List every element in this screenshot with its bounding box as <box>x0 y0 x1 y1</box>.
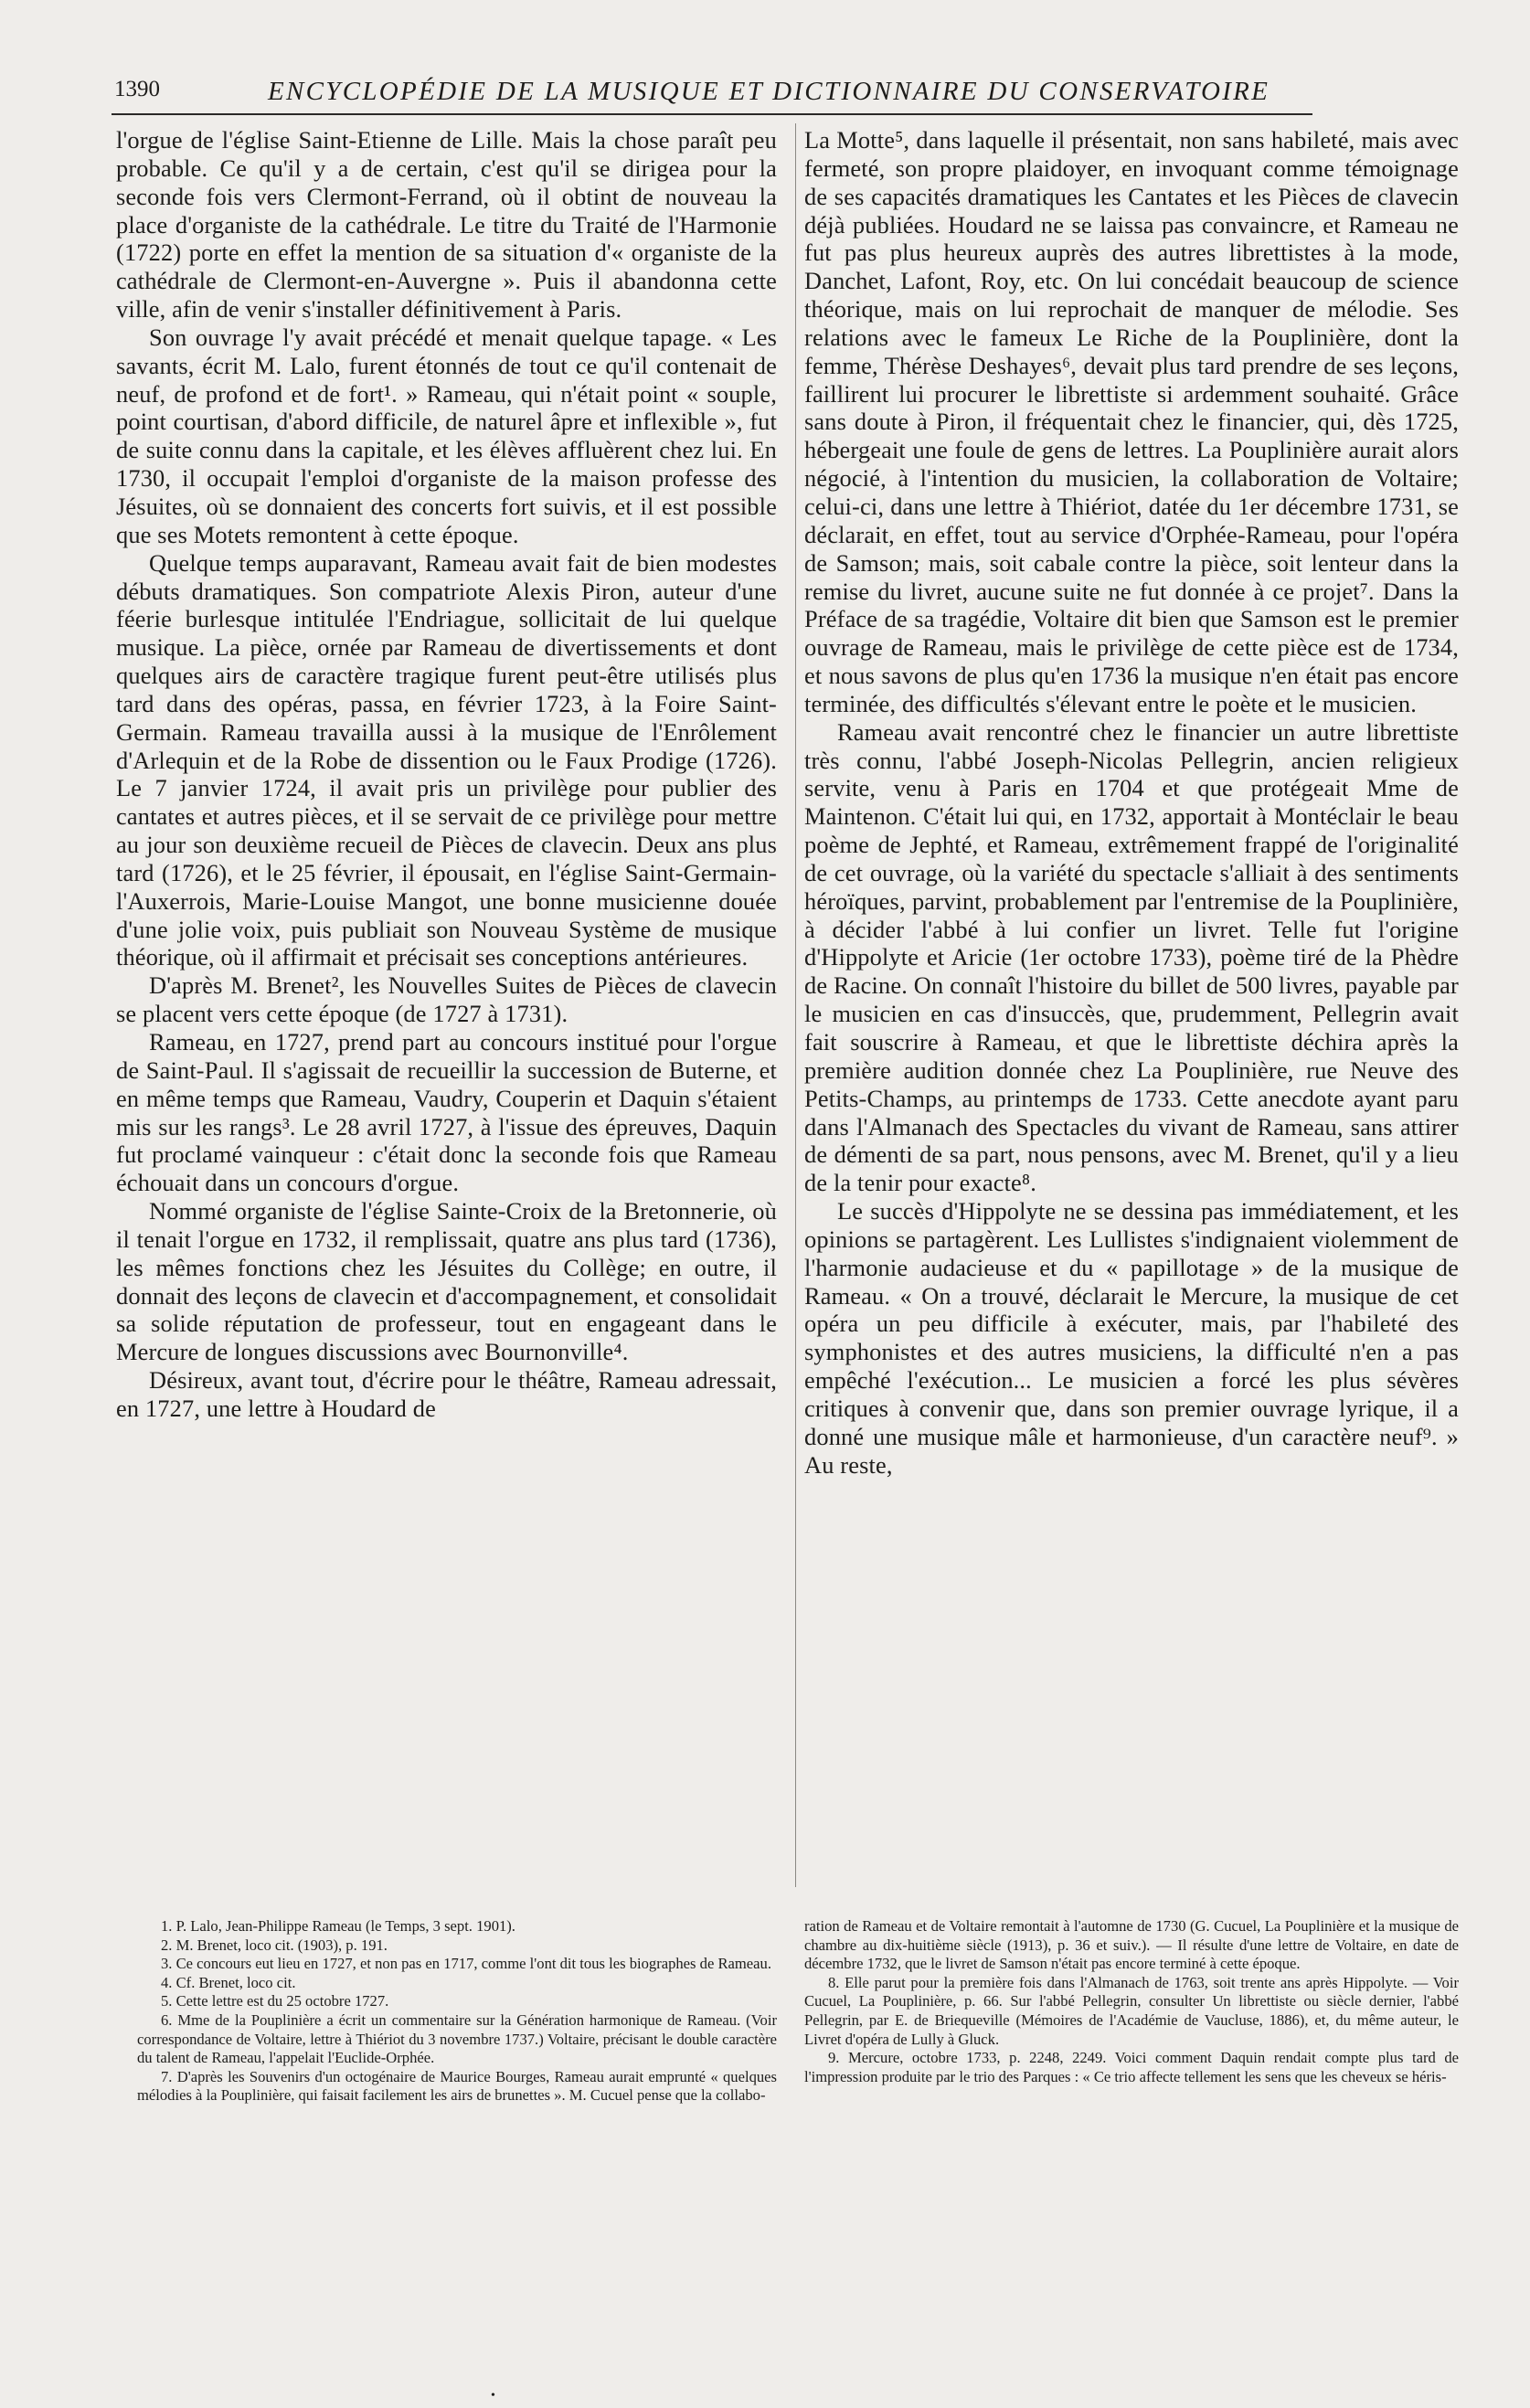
right-column <box>804 126 1459 1480</box>
paragraph: Son ouvrage l'y avait précédé et menait quelque tapage. « Les savants, écrit M. Lalo, furent étonnés de tout ce qu'il contenait de neuf, de profond et de fort¹. » Rameau, qui n'était point « souple, point courtisan, d'abord difficile, de naturel âpre et inflexible », fut de suite connu dans la capitale, et les élèves affluèrent chez lui. En 1730, il occupait l'emploi d'organiste de la maison professe des Jésuites, où se donnaient des concerts fort suivis, et il est possible que ses Motets remontent à cette époque. <box>116 323 777 548</box>
left-column <box>116 126 777 1423</box>
footnote: 9. Mercure, octobre 1733, p. 2248, 2249. Voici comment Daquin rendait compte plus tard de l'impression produite par le trio des Parques : « Ce trio affecte tellement les sens que les cheveux se héris- <box>804 2049 1459 2085</box>
right-footnotes <box>804 1917 1459 2086</box>
running-title: ENCYCLOPÉDIE DE LA MUSIQUE ET DICTIONNAIRE DU CONSERVATOIRE <box>268 77 1270 106</box>
footnote: 4. Cf. Brenet, loco cit. <box>161 1973 296 1991</box>
paragraph: Le succès d'Hippolyte ne se dessina pas immédiatement, et les opinions se partagèrent. Les Lullistes s'indignaient violemment de l'harmonie audacieuse et du « papillotage » de la musique de Rameau. « On a trouvé, déclarait le Mercure, la musique de cet opéra un peu difficile à exécuter, mais, par l'habileté des symphonistes et des autres musiciens, la difficulté n'en a pas empêché l'exécution... Le musicien a forcé les plus sévères critiques à convenir que, dans son premier ouvrage lyrique, il a donné une musique mâle et harmonieuse, d'un caractère neuf⁹. » Au reste, <box>804 1197 1459 1479</box>
footnote: 2. M. Brenet, loco cit. (1903), p. 191. <box>161 1936 388 1954</box>
paragraph: Quelque temps auparavant, Rameau avait fait de bien modestes débuts dramatiques. Son compatriote Alexis Piron, auteur d'une féerie burlesque intitulée l'Endriague, sollicitait de lui quelque musique. La pièce, ornée par Rameau de divertissements et dont quelques airs de caractère tragique furent peut-être utilisés plus tard dans des opéras, passa, en février 1723, à la Foire Saint-Germain. Rameau travailla aussi à la musique de l'Enrôlement d'Arlequin et de la Robe de dissention ou le Faux Prodige (1726). Le 7 janvier 1724, il avait pris un privilège pour publier des cantates et autres pièces, et il se servait de ce privilège pour mettre au jour son deuxième recueil de Pièces de clavecin. Deux ans plus tard (1726), et le 25 février, il épousait, en l'église Saint-Germain-l'Auxerrois, Marie-Louise Mangot, une bonne musicienne douée d'une jolie voix, puis publiait son Nouveau Système de musique théorique, où il affirmait et précisait ses conceptions antérieures. <box>116 548 777 971</box>
footnote: 1. P. Lalo, Jean-Philippe Rameau (le Temps, 3 sept. 1901). <box>161 1917 515 1935</box>
paragraph: Rameau, en 1727, prend part au concours institué pour l'orgue de Saint-Paul. Il s'agissait de recueillir la succession de Buterne, et en même temps que Rameau, Vaudry, Couperin et Daquin s'étaient mis sur les rangs³. Le 28 avril 1727, à l'issue des épreuves, Daquin fut proclamé vainqueur : c'était donc la seconde fois que Rameau échouait dans un concours d'orgue. <box>116 1028 777 1197</box>
footnote: 5. Cette lettre est du 25 octobre 1727. <box>161 1992 389 2010</box>
paragraph: D'après M. Brenet², les Nouvelles Suites de Pièces de clavecin se placent vers cette époque (de 1727 à 1731). <box>116 971 777 1028</box>
footnote: 3. Ce concours eut lieu en 1727, et non pas en 1717, comme l'ont dit tous les biographes de Rameau. <box>161 1955 771 1973</box>
page-number: 1390 <box>114 77 160 101</box>
paragraph: La Motte⁵, dans laquelle il présentait, non sans habileté, mais avec fermeté, son propre plaidoyer, en invoquant comme témoignage de ses capacités dramatiques les Cantates et les Pièces de clavecin déjà publiées. Houdard ne se laissa pas convaincre, et Rameau ne fut pas plus heureux auprès des autres librettistes à la mode, Danchet, Lafont, Roy, etc. On lui concédait beaucoup de science théorique, mais on lui reprochait de manquer de mélodie. Ses relations avec le fameux Le Riche de la Pouplinière, dont la femme, Thérèse Deshayes⁶, devait plus tard prendre de ses leçons, faillirent lui procurer le librettiste si ardemment souhaité. Grâce sans doute à Piron, il fréquentait chez le financier, qui, dès 1725, hébergeait une foule de gens de lettres. La Pouplinière aurait alors négocié, à l'intention du musicien, la collaboration de Voltaire; celui-ci, dans une lettre à Thiériot, datée du 1er décembre 1731, se déclarait, en effet, tout au service d'Orphée-Rameau, pour l'opéra de Samson; mais, soit cabale contre la pièce, soit lenteur dans la remise du livret, aucune suite ne fut donnée à ce projet⁷. Dans la Préface de sa tragédie, Voltaire dit bien que Samson est le premier ouvrage de Rameau, mais le privilège de cette pièce est de 1734, et nous savons de plus qu'en 1736 la musique n'en était pas encore terminée, des difficultés s'élevant entre le poète et le musicien. <box>804 126 1459 717</box>
footnote: 7. D'après les Souvenirs d'un octogénaire de Maurice Bourges, Rameau aurait emprunté « quelques mélodies à la Pouplinière, qui faisait facilement les airs de brunettes ». M. Cucuel pense que la collabo- <box>137 2067 777 2105</box>
footnote: ration de Rameau et de Voltaire remontait à l'automne de 1730 (G. Cucuel, La Pouplinière et la musique de chambre au dix-huitième siècle (1913), p. 36 et suiv.). — Il résulte d'une lettre de Voltaire, en date de décembre 1732, que le livret de Samson n'était pas encore terminé à cette époque. <box>804 1917 1459 1973</box>
paragraph: l'orgue de l'église Saint-Etienne de Lille. Mais la chose paraît peu probable. Ce qu'il y a de certain, c'est qu'il se dirigea pour la seconde fois vers Clermont-Ferrand, où il obtint de nouveau la place d'organiste de la cathédrale. Le titre du Traité de l'Harmonie (1722) porte en effet la mention de sa situation d'« organiste de la cathédrale de Clermont-en-Auvergne ». Puis il abandonna cette ville, afin de venir s'installer définitivement à Paris. <box>116 126 777 324</box>
header-rule <box>112 113 1312 115</box>
paragraph: Nommé organiste de l'église Sainte-Croix de la Bretonnerie, où il tenait l'orgue en 1732, il remplissait, quatre ans plus tard (1736), les mêmes fonctions chez les Jésuites du Collège; en outre, il donnait des leçons de clavecin et d'accompagnement, et consolidait sa solide réputation de professeur, tout en engageant dans le Mercure de longues discussions avec Bournonville⁴. <box>116 1197 777 1366</box>
bottom-mark: • <box>491 2389 495 2403</box>
paragraph: Rameau avait rencontré chez le financier un autre librettiste très connu, l'abbé Joseph-Nicolas Pellegrin, ancien religieux servite, venu à Paris en 1704 et que protégeait Mme de Maintenon. C'était lui qui, en 1732, apportait à Montéclair le beau poème de Jephté, et Rameau, extrêmement frappé de l'originalité de cet ouvrage, où la variété du spectacle s'alliait à des sentiments héroïques, parvint, probablement par l'entremise de la Pouplinière, à décider l'abbé à lui confier un livret. Telle fut l'origine d'Hippolyte et Aricie (1er octobre 1733), poème tiré de la Phèdre de Racine. On connaît l'histoire du billet de 500 livres, payable par le musicien en cas d'insuccès, que, prudemment, Pellegrin avait fait souscrire à Rameau, et que le librettiste déchira après la première audition donnée chez La Pouplinière, rue Neuve des Petits-Champs, au printemps de 1733. Cette anecdote ayant paru dans l'Almanach des Spectacles du vivant de Rameau, sans attirer de démenti de sa part, nous pensons, avec M. Brenet, qu'il y a lieu de la tenir pour exacte⁸. <box>804 717 1459 1197</box>
footnote: 6. Mme de la Pouplinière a écrit un commentaire sur la Génération harmonique de Rameau. (Voir correspondance de Voltaire, lettre à Thiériot du 3 novembre 1737.) Voltaire, précisant le double caractère du talent de Rameau, l'appelait l'Euclide-Orphée. <box>137 2010 777 2067</box>
running-header <box>114 75 1312 111</box>
left-footnotes <box>137 1917 777 2106</box>
footnote: 8. Elle parut pour la première fois dans l'Almanach de 1763, soit trente ans après Hippolyte. — Voir Cucuel, La Pouplinière, p. 66. Sur l'abbé Pellegrin, consulter Un librettiste ou siècle dernier, l'abbé Pellegrin, par E. de Briequeville (Mémoires de l'Académie de Vaucluse, 1886), et, du même auteur, le Livret d'opéra de Lully à Gluck. <box>804 1973 1459 2048</box>
paragraph: Désireux, avant tout, d'écrire pour le théâtre, Rameau adressait, en 1727, une lettre à Houdard de <box>116 1366 777 1422</box>
column-divider <box>795 123 796 1887</box>
